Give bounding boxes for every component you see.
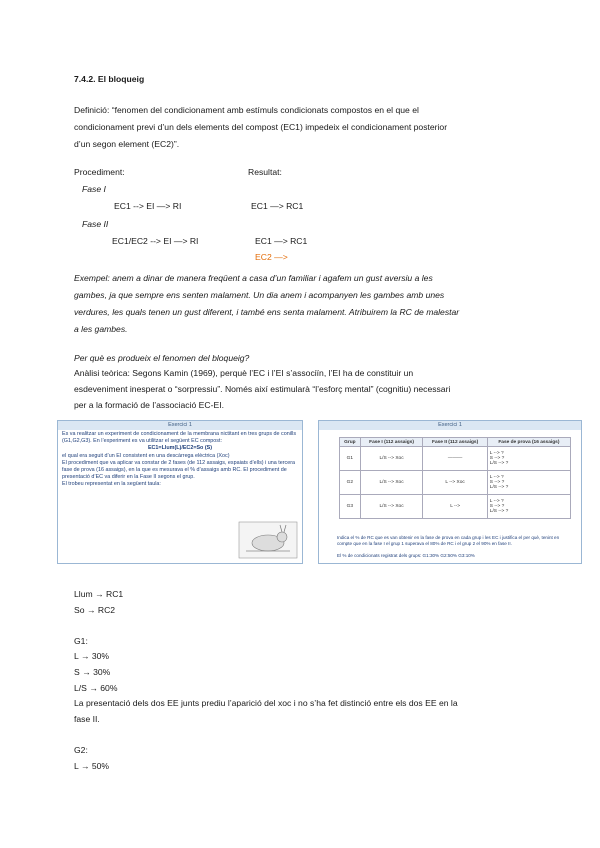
answer-line-2: So → RC2 [74,605,116,615]
table-cell-group: G1 [340,447,361,471]
exercise-table [339,437,571,519]
phase2-procedure: EC1/EC2 --> EI —> RI [112,236,199,246]
answer-line-11: G2: [74,745,88,755]
phase1-procedure: EC1 --> EI —> RI [114,201,182,211]
answer-line-1: Llum → RC1 [74,589,124,599]
table-header-test: Fase de prova (16 assaigs) [487,438,570,447]
phase2-label: Fase II [82,219,109,229]
table-cell-phase2: ——— [423,447,487,471]
table-row [340,447,571,471]
exercise-right-note-1: Indica el % de RC que es van obtenir en la fase de prova en cada grup i les EC i justifica el per què, tenint en compte que en la fase I el grup 1 superava el 80% de RC i el grup 2 el 90% en fase II. [337,535,560,546]
example-line-3: verdures, les quals tenen un gust diferent, i també ens senta malament. Atribuirem la RC de malestar [74,307,460,317]
example-line-4: a les gambes. [74,324,128,334]
question: Per què es produeix el fenomen del bloqueig? [74,353,250,363]
table-header-group: Grup [340,438,361,447]
answer-line-9: fase II. [74,714,100,724]
answer-line-12: L → 50% [74,761,110,771]
procedure-label: Procediment: [74,167,125,177]
exercise-left-line-2: EC1=Llum(L)/EC2=So (S) [147,445,213,452]
table-cell-test: L --> ? S --> ? L/S --> ? [487,471,570,495]
answer-line-7: L/S → 60% [74,683,118,693]
definition-line-3: d’un segon element (EC2)”. [74,139,180,149]
exercise-left-line-1: Es va realitzar un experiment de condicionament de la membrana nictitant en tres grups de conills (G1,G2,G3). En l’experiment es va utilitzar el següent EC compost: [62,431,297,445]
analysis-line-1: Anàlisi teòrica: Segons Kamin (1969), perquè l’EC i l’EI s’associïn, l’EI ha de constituir un [74,368,414,378]
analysis-line-2: esdeveniment inesperat o “sorpressiu”. Només així estimularà “l’esforç mental” (cognitiu) necessari [74,384,451,394]
table-cell-phase2: L --> Xoc [423,471,487,495]
exercise-left-line-4: El procediment que va aplicar va constar de 2 fases (de 112 assaigs, espaiats d’ells) i una tercera fase de prova (16 assaigs), en la que es mesurava el % d’assaigs amb RC. El procediment de presentació d’EC va diferir en la Fase II segons el grup. [62,459,296,481]
table-header-phase1: Fase I (112 assaigs) [360,438,423,447]
phase2-result-1: EC1 —> RC1 [255,236,308,246]
table-cell-test: L --> ? S --> ? L/S --> ? [487,495,570,519]
table-cell-phase2: L --> [423,495,487,519]
exercise-left-title: Exercici 1 [58,421,302,430]
exercise-right-title: Exercici 1 [319,421,581,430]
exercise-right-panel [318,420,582,564]
exercise-left-panel [57,420,303,564]
table-row [340,495,571,519]
table-cell-phase1: L/S --> Xoc [360,495,423,519]
result-label: Resultat: [248,167,282,177]
answer-line-8: La presentació dels dos EE junts prediu l’aparició del xoc i no s’ha fet distinció entre els dos EE en la [74,698,458,708]
example-line-2: gambes, ja que sempre ens senten malament. Un dia anem i acompanyen les gambes amb unes [74,290,445,300]
answer-line-6: S → 30% [74,667,111,677]
exercise-right-note-2: El % de condicionats registrat dels grups: G1:30% G2:50% G3:10% [337,553,475,558]
example-line-1: Exempel: anem a dinar de manera freqüent a casa d’un familiar i agafem un gust aversiu a les [74,273,433,283]
table-cell-group: G3 [340,495,361,519]
table-row [340,471,571,495]
table-cell-test: L --> ? S --> ? L/S --> ? [487,447,570,471]
exercise-left-line-5: El trobeu representat en la següent taula: [62,481,161,488]
table-header-phase2: Fase II (112 assaigs) [423,438,487,447]
definition-line-2: condicionament previ d’un dels elements del compost (EC1) impedeix el condicionament posterior [74,122,448,132]
table-cell-phase1: L/S --> Xoc [360,447,423,471]
table-cell-phase1: L/S --> Xoc [360,471,423,495]
phase1-label: Fase I [82,184,106,194]
rabbit-illustration [238,521,298,559]
phase2-result-2: EC2 —> [255,252,288,262]
analysis-line-3: per a la formació de l’associació EC-EI. [74,400,224,410]
section-title: 7.4.2. El bloqueig [74,74,145,84]
answer-line-5: L → 30% [74,651,110,661]
table-cell-group: G2 [340,471,361,495]
phase1-result: EC1 —> RC1 [251,201,304,211]
exercise-left-line-3: el qual era seguit d’un EI consistent en una descàrrega elèctrica (Xoc) [62,452,230,459]
answer-line-4: G1: [74,636,88,646]
definition-line-1: Definició: “fenomen del condicionament amb estímuls condicionats compostos en el que el [74,105,419,115]
